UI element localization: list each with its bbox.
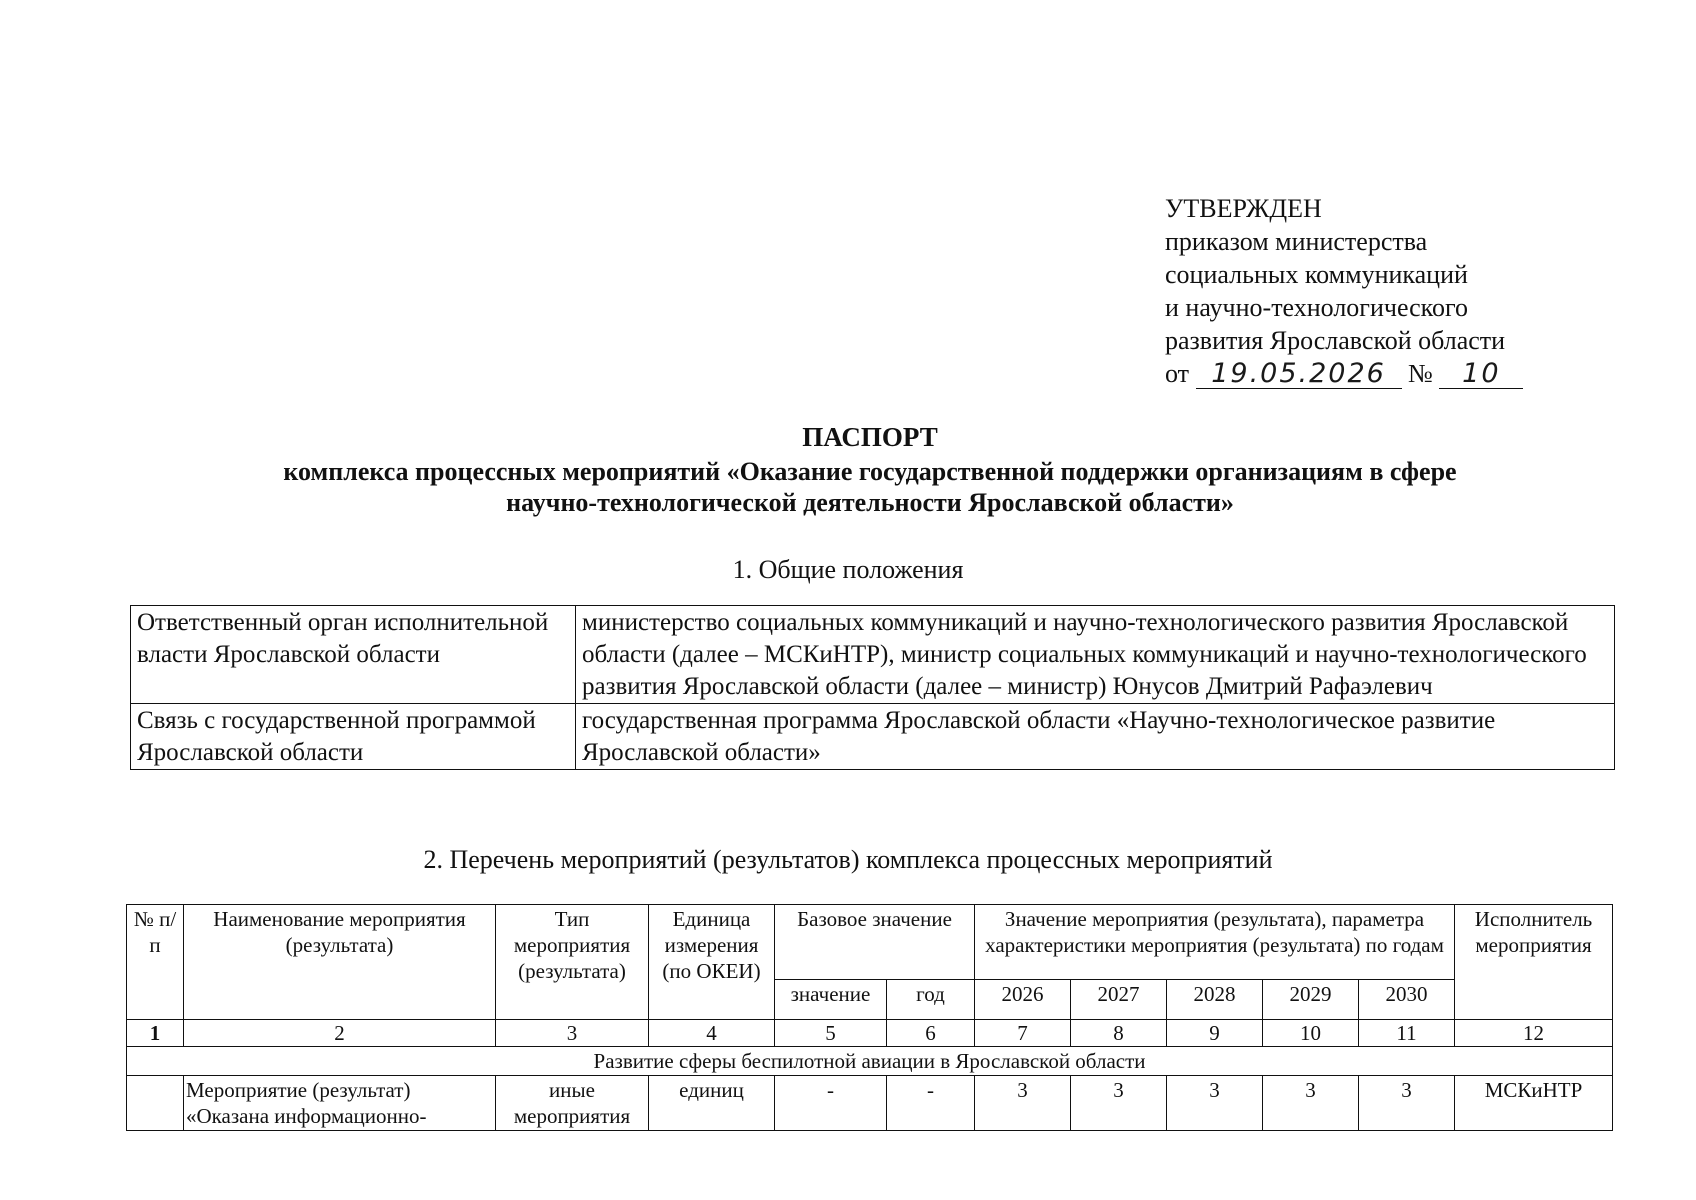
header-row: [127, 905, 1613, 980]
approval-heading: УТВЕРЖДЕН: [1165, 194, 1322, 223]
row-value: министерство социальных коммуникаций и научно-технологического развития Ярославской области (далее – МСКиНТР), министр социальных коммуникаций и научно-технологического развития Ярославской области (далее – министр) Юнусов Дмитрий Рафаэлевич: [576, 606, 1615, 704]
column-number: 4: [649, 1020, 775, 1047]
table-row: [127, 1076, 1613, 1131]
approval-line: и научно-технологического: [1165, 293, 1469, 322]
header-name: Наименование мероприятия (результата): [184, 905, 496, 1020]
header-num: № п/п: [127, 905, 184, 1020]
header-year: 2028: [1167, 980, 1263, 1020]
activities-table: [126, 904, 1613, 1131]
column-number: 9: [1167, 1020, 1263, 1047]
table-row: [131, 704, 1615, 770]
row-base-year: -: [887, 1076, 975, 1131]
row-num: [127, 1076, 184, 1131]
handwritten-date: 19.05.2026: [1196, 360, 1402, 389]
handwritten-number: 10: [1439, 360, 1523, 389]
approval-block: [1165, 192, 1523, 390]
section-row-label: Развитие сферы беспилотной авиации в Ярославской области: [127, 1047, 1613, 1076]
title-line-1: комплекса процессных мероприятий «Оказание государственной поддержки организациям в сфере: [283, 457, 1457, 486]
column-number: 10: [1263, 1020, 1359, 1047]
row-type: иные мероприятия: [496, 1076, 649, 1131]
row-value: 3: [1071, 1076, 1167, 1131]
row-value: 3: [1167, 1076, 1263, 1131]
column-number: 7: [975, 1020, 1071, 1047]
general-provisions-table: [130, 605, 1615, 770]
header-values: Значение мероприятия (результата), параметра характеристики мероприятия (результата) по годам: [975, 905, 1455, 980]
approval-line: развития Ярославской области: [1165, 326, 1506, 355]
header-year: 2029: [1263, 980, 1359, 1020]
section-row: [127, 1047, 1613, 1076]
section-2-heading: 2. Перечень мероприятий (результатов) комплекса процессных мероприятий: [423, 845, 1273, 874]
section-1-heading: 1. Общие положения: [732, 555, 964, 584]
table-row: [131, 606, 1615, 704]
header-base-value: значение: [775, 980, 887, 1020]
column-number: 2: [184, 1020, 496, 1047]
header-year: 2027: [1071, 980, 1167, 1020]
approval-date-row: [1165, 357, 1523, 390]
column-number: 1: [127, 1020, 184, 1047]
row-value: 3: [1263, 1076, 1359, 1131]
column-number: 12: [1455, 1020, 1613, 1047]
header-executor: Исполнитель мероприятия: [1455, 905, 1613, 1020]
column-numbers-row: [127, 1020, 1613, 1047]
column-number: 8: [1071, 1020, 1167, 1047]
from-label: от: [1165, 359, 1190, 388]
header-year: 2026: [975, 980, 1071, 1020]
header-base-year: год: [887, 980, 975, 1020]
row-label: Связь с государственной программой Ярославской области: [131, 704, 576, 770]
row-unit: единиц: [649, 1076, 775, 1131]
row-name: Мероприятие (результат) «Оказана информационно-: [184, 1076, 496, 1131]
column-number: 6: [887, 1020, 975, 1047]
approval-line: социальных коммуникаций: [1165, 260, 1468, 289]
approval-line: приказом министерства: [1165, 227, 1428, 256]
column-number: 3: [496, 1020, 649, 1047]
row-label: Ответственный орган исполнительной власти Ярославской области: [131, 606, 576, 704]
document-title: [120, 422, 1620, 518]
header-year: 2030: [1359, 980, 1455, 1020]
column-number: 5: [775, 1020, 887, 1047]
row-value: 3: [1359, 1076, 1455, 1131]
column-number: 11: [1359, 1020, 1455, 1047]
row-value: 3: [975, 1076, 1071, 1131]
header-type: Тип мероприятия (результата): [496, 905, 649, 1020]
title-main: ПАСПОРТ: [802, 422, 938, 452]
header-base: Базовое значение: [775, 905, 975, 980]
row-executor: МСКиНТР: [1455, 1076, 1613, 1131]
title-line-2: научно-технологической деятельности Ярославской области»: [506, 488, 1234, 517]
row-value: государственная программа Ярославской области «Научно-технологическое развитие Ярославской области»: [576, 704, 1615, 770]
number-label: №: [1408, 359, 1433, 388]
row-base-value: -: [775, 1076, 887, 1131]
header-unit: Единица измерения (по ОКЕИ): [649, 905, 775, 1020]
